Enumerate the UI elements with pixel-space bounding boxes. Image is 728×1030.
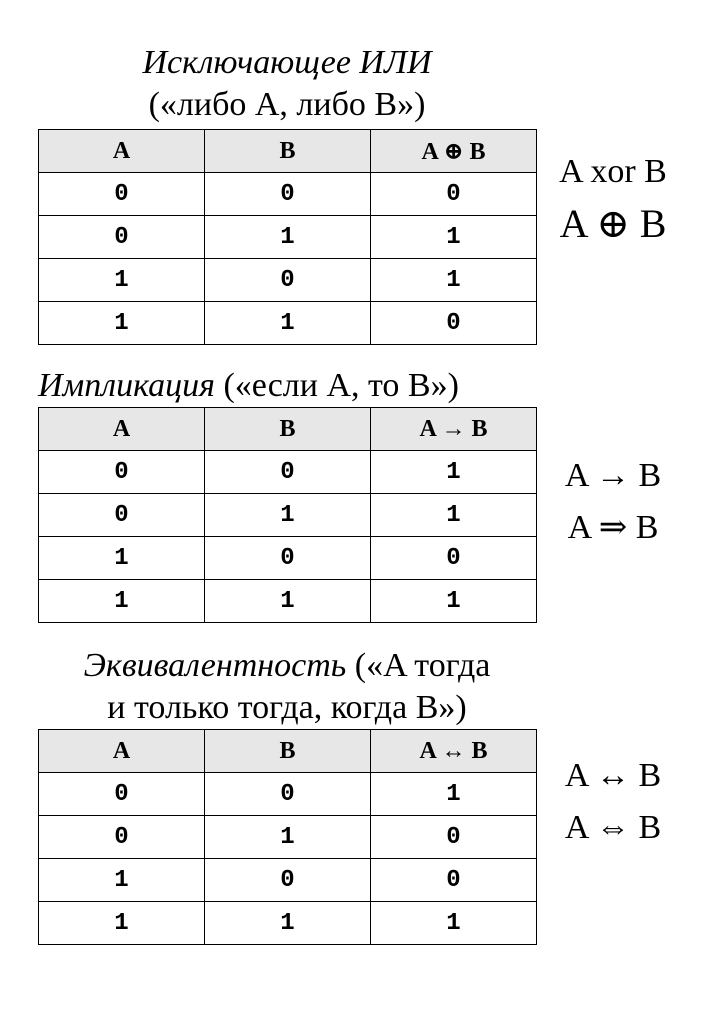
table-row [39,773,537,816]
header-b: B [205,408,371,451]
implication-notation-arrow: A → B [564,457,662,494]
header-a: A [39,408,205,451]
cell: 0 [39,773,205,816]
cell: 0 [39,451,205,494]
equivalence-notations [548,750,678,854]
cell: 1 [371,773,537,816]
cell: 0 [371,537,537,580]
equivalence-title-italic: Эквивалентность [83,647,347,684]
xor-title [38,42,536,126]
cell: 1 [39,580,205,623]
xor-notations [548,146,678,250]
cell: 1 [39,259,205,302]
cell: 0 [39,173,205,216]
equivalence-title-line2: и только тогда, когда B») [107,689,467,726]
table-row [39,859,537,902]
cell: 1 [205,494,371,537]
cell: 0 [205,173,371,216]
cell: 1 [205,216,371,259]
cell: 0 [371,173,537,216]
xor-notation-text: A xor B [559,153,667,190]
table-header-row [39,130,537,173]
cell: 0 [205,773,371,816]
table-row [39,216,537,259]
header-result: A ⊕ B [371,130,537,173]
cell: 1 [205,816,371,859]
cell: 1 [39,537,205,580]
cell: 1 [39,902,205,945]
cell: 0 [205,451,371,494]
table-row [39,173,537,216]
xor-title-italic: Исключающее ИЛИ [142,44,432,81]
implication-notation-double-arrow: A ⇒ B [567,509,659,546]
xor-notation-symbol: A ⊕ B [559,201,667,246]
cell: 0 [371,302,537,345]
equivalence-title [38,645,536,729]
cell: 1 [39,859,205,902]
table-row [39,494,537,537]
header-result: A ↔ B [371,730,537,773]
cell: 0 [39,494,205,537]
cell: 1 [205,902,371,945]
equivalence-truth-table [38,729,537,945]
xor-title-desc: («либо A, либо B») [148,86,426,123]
equivalence-notation-double-arrow: A ⇔ B [564,809,662,846]
table-row [39,902,537,945]
cell: 0 [39,816,205,859]
table-row [39,451,537,494]
cell: 0 [205,859,371,902]
cell: 0 [371,859,537,902]
table-header-row [39,730,537,773]
implication-truth-table [38,407,537,623]
cell: 0 [39,216,205,259]
implication-notations [548,450,678,554]
implication-title-italic: Импликация [38,367,215,404]
cell: 0 [371,816,537,859]
cell: 1 [39,302,205,345]
cell: 0 [205,537,371,580]
header-a: A [39,730,205,773]
table-row [39,816,537,859]
header-b: B [205,730,371,773]
header-b: B [205,130,371,173]
cell: 1 [371,451,537,494]
header-a: A [39,130,205,173]
cell: 1 [371,494,537,537]
table-row [39,302,537,345]
equivalence-notation-arrow: A ↔ B [564,757,662,794]
table-row [39,537,537,580]
equivalence-title-desc: («A тогда [346,647,491,684]
cell: 1 [205,580,371,623]
cell: 1 [371,902,537,945]
table-header-row [39,408,537,451]
cell: 1 [205,302,371,345]
xor-truth-table [38,129,537,345]
cell: 0 [205,259,371,302]
header-result: A → B [371,408,537,451]
table-row [39,259,537,302]
table-row [39,580,537,623]
cell: 1 [371,259,537,302]
implication-title [38,365,558,407]
cell: 1 [371,580,537,623]
implication-title-desc: («если A, то B») [214,367,459,404]
cell: 1 [371,216,537,259]
